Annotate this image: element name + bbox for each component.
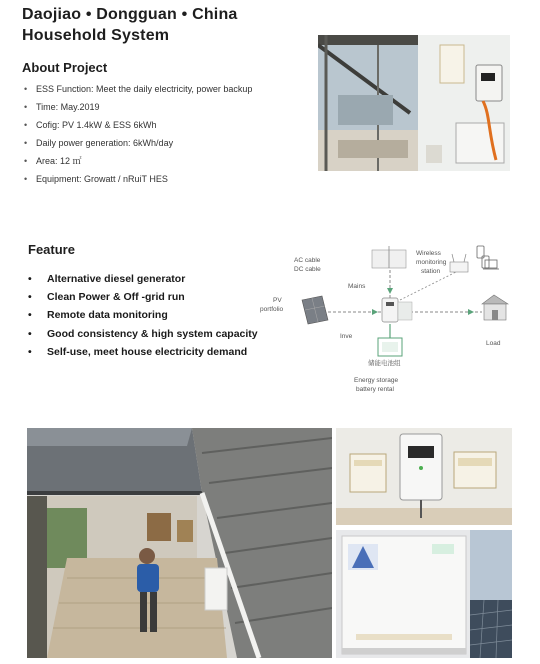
grid-tower-icon [372, 246, 406, 268]
house-load-icon [482, 295, 508, 320]
wireless-label-3: station [421, 268, 441, 275]
pv-label-1: PV [273, 297, 282, 304]
mains-label: Mains [348, 283, 366, 290]
about-list [24, 80, 252, 188]
page-title [22, 4, 238, 46]
wireless-label-2: monitoring [416, 259, 447, 266]
inverter-photo [336, 428, 512, 525]
feature-item: • Remote data monitoring [28, 309, 168, 322]
dc-cable-label: DC cable [294, 266, 321, 273]
feature-list [28, 270, 258, 361]
inverter-icon [382, 298, 412, 322]
installation-photo-porch [318, 35, 510, 171]
pv-panel-icon [302, 296, 328, 324]
wireless-label-1: Wireless [416, 250, 441, 257]
title-line-2: Household System [22, 27, 170, 44]
load-label: Load [486, 340, 501, 347]
rooftop-panels-photo [470, 530, 512, 658]
feature-item: • Clean Power & Off -grid run [28, 291, 185, 304]
feature-heading: Feature [28, 242, 75, 257]
about-heading: About Project [22, 60, 108, 75]
about-item: • Time: May.2019 [24, 102, 100, 112]
router-icon [450, 254, 468, 272]
battery-cn-label: 储能电池组 [368, 360, 401, 367]
system-diagram [250, 240, 525, 405]
about-item: • Equipment: Growatt / nRuiT HES [24, 174, 168, 184]
pv-label-2: portfolio [260, 306, 284, 313]
installation-photo-roof [27, 428, 332, 658]
about-item: • Daily power generation: 6kWh/day [24, 138, 174, 148]
about-item: • ESS Function: Meet the daily electricity, power backup [24, 84, 253, 94]
feature-item: • Self-use, meet house electricity demand [28, 345, 248, 358]
feature-item: • Good consistency & high system capacity [28, 327, 258, 340]
monitoring-devices-icon [477, 246, 499, 269]
about-item: • Area: 12 ㎡ [24, 156, 82, 166]
title-line-1: Daojiao • Dongguan • China [22, 6, 238, 23]
storage-label-2: battery rental [356, 386, 394, 393]
inverter-label: Inve [340, 333, 353, 340]
storage-label-1: Energy storage [354, 377, 399, 384]
about-item: • Cofig: PV 1.4kW & ESS 6kWh [24, 120, 157, 130]
battery-icon [378, 338, 402, 356]
feature-item: • Alternative diesel generator [28, 273, 186, 285]
ac-cable-label: AC cable [294, 257, 321, 264]
